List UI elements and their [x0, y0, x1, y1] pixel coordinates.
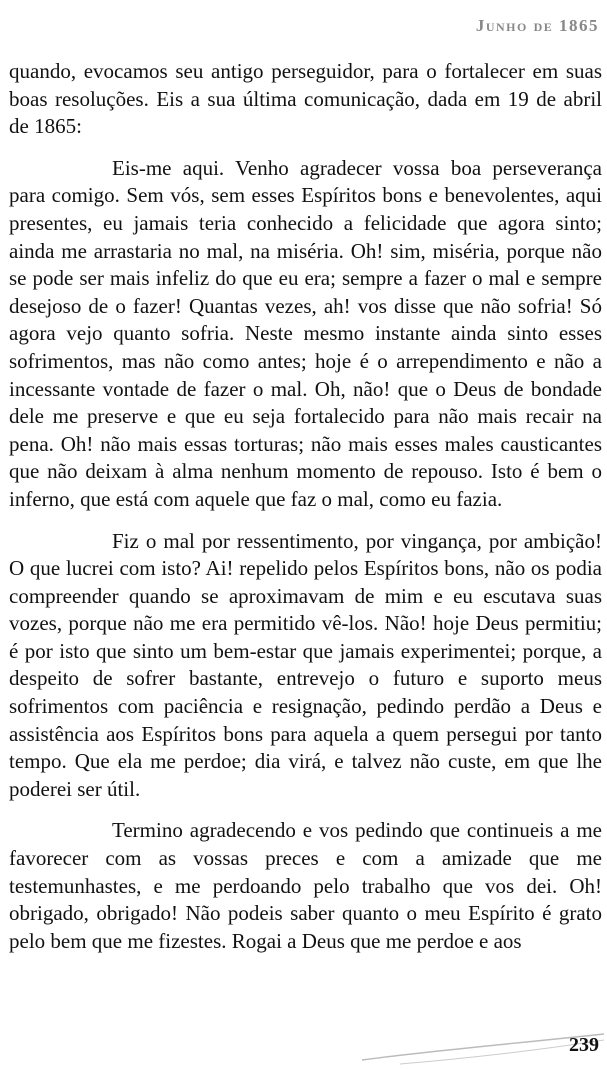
paragraph-communication-3: Termino agradecendo e vos pedindo que continueis a me favorecer com as vossas preces e com a amizade que me testemunhastes, e me perdoando pelo trabalho que vos dei. Oh! obrigado, obrigado! Não podeis saber quanto o meu Espírito é grato pelo bem que me fizestes. Rogai a Deus que me perdoe e aos [9, 818, 602, 953]
page-number: 239 [569, 1034, 599, 1056]
paragraph-communication-2: Fiz o mal por ressentimento, por vingança, por ambição! O que lucrei com isto? Ai! repelido pelos Espíritos bons, não os podia compreender quando se aproximavam de mim e eu escutava suas vozes, porque não me era permitido vê-los. Não! hoje Deus permitiu; é por isto que sinto um bem-estar que jamais experimentei; porque, a despeito de sofrer bastante, entrevejo o futuro e suporto meus sofrimentos com paciência e resignação, pedindo perdão a Deus e assistência aos Espíritos bons para aquela a quem persegui por tanto tempo. Que ela me perdoe; dia virá, e talvez não custe, em que lhe poderei ser útil. [9, 528, 602, 801]
page-body [9, 58, 602, 955]
paragraph-intro: quando, evocamos seu antigo perseguidor, para o fortalecer em suas boas resoluções. Eis a sua última comunicação, dada em 19 de abril de 1865: [9, 59, 602, 139]
running-header: Junho de 1865 [475, 16, 599, 35]
paragraph-communication-1: Eis-me aqui. Venho agradecer vossa boa perseverança para comigo. Sem vós, sem esses Espíritos bons e benevolentes, aqui presentes, eu jamais teria conhecido a felicidade que agora sinto; ainda me arrastaria no mal, na miséria. Oh! sim, miséria, porque não se pode ser mais infeliz do que eu era; sempre a fazer o mal e sempre desejoso de o fazer! Quantas vezes, ah! vos disse que não sofria! Só agora vejo quanto sofria. Neste mesmo instante ainda sinto esses sofrimentos, mas não como antes; hoje é o arrependimento e não a incessante vontade de fazer o mal. Oh, não! que o Deus de bondade dele me preserve e que eu seja fortalecido para não mais recair na pena. Oh! não mais essas torturas; não mais esses males causticantes que não deixam à alma nenhum momento de repouso. Isto é bem o inferno, que está com aquele que faz o mal, como eu fazia. [9, 155, 602, 511]
